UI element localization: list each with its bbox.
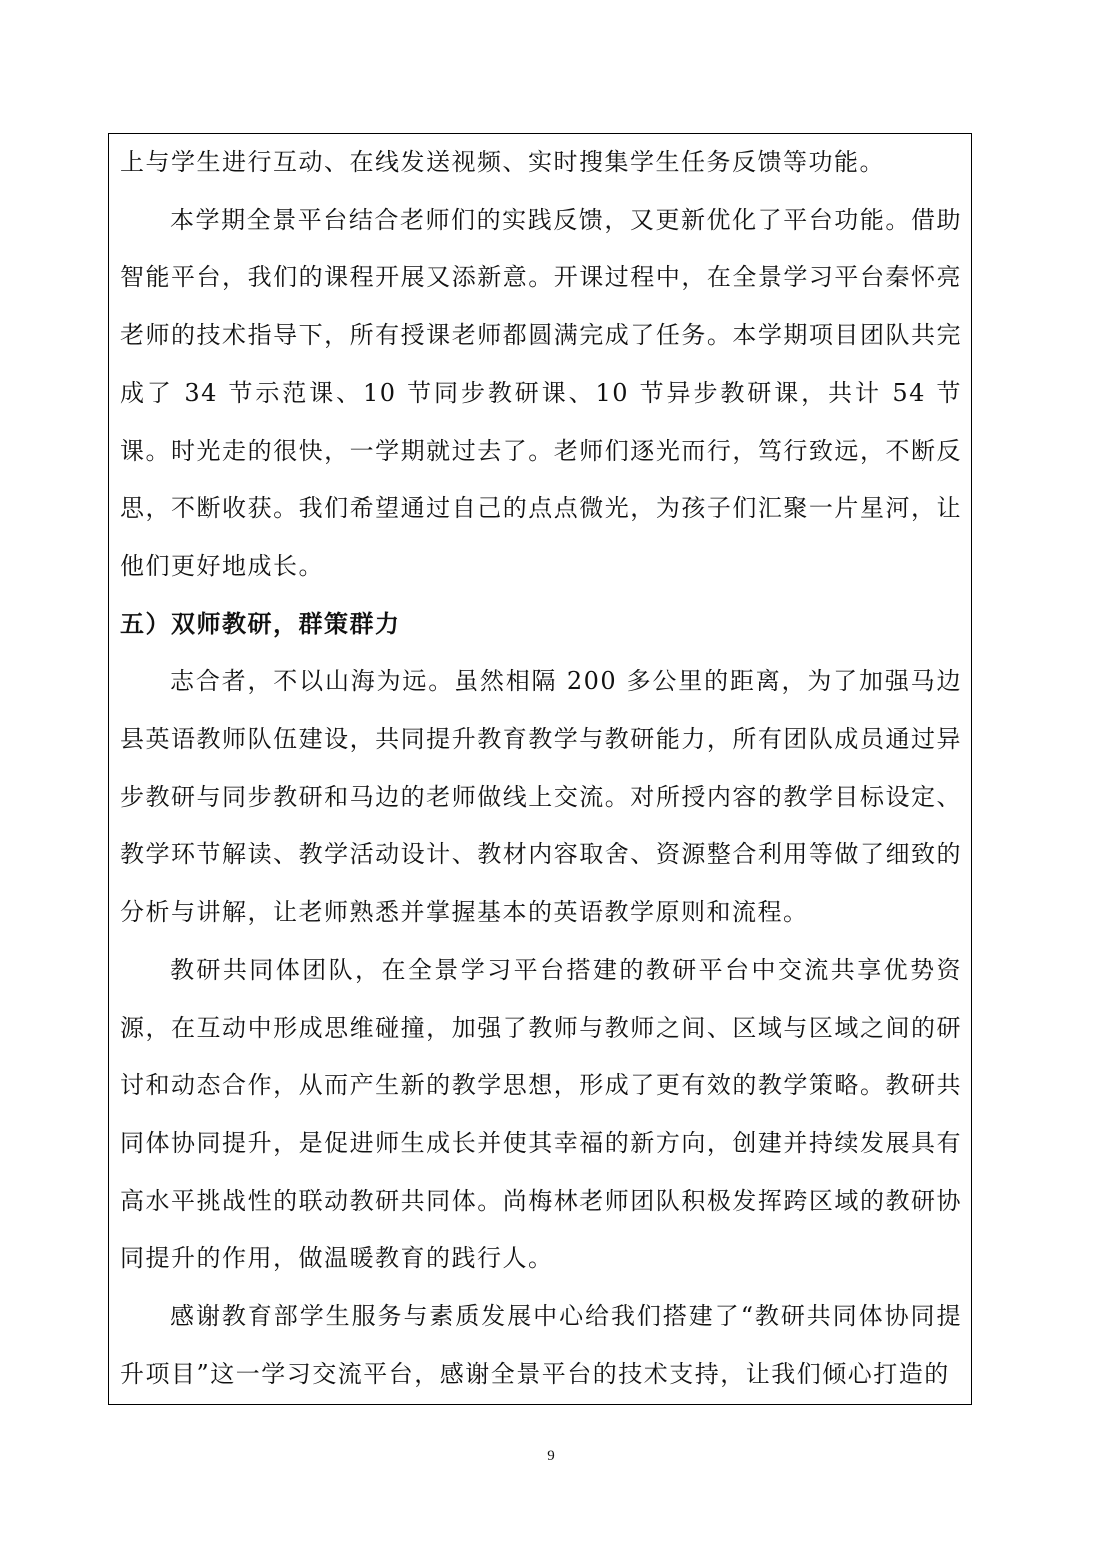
page-number: 9: [547, 1448, 555, 1464]
document-body: [120, 134, 962, 1403]
paragraph-5: 感谢教育部学生服务与素质发展中心给我们搭建了“教研共同体协同提升项目”这一学习交流平台，感谢全景平台的技术支持，让我们倾心打造的: [120, 1302, 962, 1388]
paragraph-4: 教研共同体团队，在全景学习平台搭建的教研平台中交流共享优势资源，在互动中形成思维碰撞，加强了教师与教师之间、区域与区域之间的研讨和动态合作，从而产生新的教学思想，形成了更有效的教学策略。教研共同体协同提升，是促进师生成长并使其幸福的新方向，创建并持续发展具有高水平挑战性的联动教研共同体。尚梅林老师团队积极发挥跨区域的教研协同提升的作用，做温暖教育的践行人。: [120, 955, 962, 1273]
section-heading: 五）双师教研，群策群力: [120, 609, 401, 638]
paragraph-2: 本学期全景平台结合老师们的实践反馈，又更新优化了平台功能。借助智能平台，我们的课程开展又添新意。开课过程中，在全景学习平台秦怀亮老师的技术指导下，所有授课老师都圆满完成了任务。本学期项目团队共完成了 34 节示范课、10 节同步教研课、10 节异步教研课，共计 54 节课。时光走的很快，一学期就过去了。老师们逐光而行，笃行致远，不断反思，不断收获。我们希望通过自己的点点微光，为孩子们汇聚一片星河，让他们更好地成长。: [120, 205, 962, 580]
paragraph-3: 志合者，不以山海为远。虽然相隔 200 多公里的距离，为了加强马边县英语教师队伍建设，共同提升教育教学与教研能力，所有团队成员通过异步教研与同步教研和马边的老师做线上交流。对所授内容的教学目标设定、教学环节解读、教学活动设计、教材内容取舍、资源整合利用等做了细致的分析与讲解，让老师熟悉并掌握基本的英语教学原则和流程。: [120, 667, 962, 927]
paragraph-1: 上与学生进行互动、在线发送视频、实时搜集学生任务反馈等功能。: [120, 148, 885, 176]
